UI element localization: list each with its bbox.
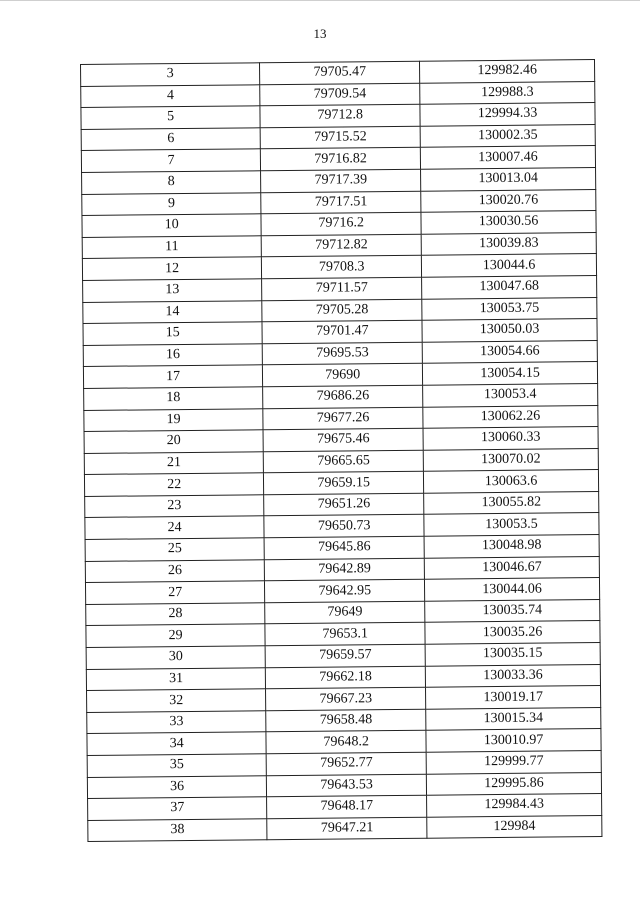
point-number-cell: 20 [84, 430, 263, 453]
x-coordinate-cell: 79686.26 [263, 385, 423, 408]
x-coordinate-cell: 79659.15 [264, 472, 424, 495]
x-coordinate-cell: 79708.3 [262, 256, 422, 279]
x-coordinate-cell: 79675.46 [263, 428, 423, 451]
point-number-cell: 22 [84, 473, 263, 496]
point-number-cell: 36 [87, 775, 266, 798]
x-coordinate-cell: 79650.73 [264, 515, 424, 538]
x-coordinate-cell: 79649 [265, 601, 425, 624]
y-coordinate-cell: 129994.33 [420, 103, 595, 126]
x-coordinate-cell: 79665.65 [264, 450, 424, 473]
y-coordinate-cell: 130013.04 [421, 168, 596, 191]
x-coordinate-cell: 79711.57 [262, 277, 422, 300]
point-number-cell: 28 [86, 603, 265, 626]
x-coordinate-cell: 79659.57 [265, 644, 425, 667]
x-coordinate-cell: 79705.47 [260, 61, 420, 84]
point-number-cell: 10 [82, 214, 261, 237]
x-coordinate-cell: 79701.47 [262, 320, 422, 343]
x-coordinate-cell: 79717.39 [261, 169, 421, 192]
point-number-cell: 16 [83, 343, 262, 366]
point-number-cell: 35 [87, 754, 266, 777]
point-number-cell: 18 [84, 387, 263, 410]
y-coordinate-cell: 130070.02 [423, 448, 598, 471]
point-number-cell: 17 [83, 365, 262, 388]
y-coordinate-cell: 130063.6 [424, 470, 599, 493]
x-coordinate-cell: 79643.53 [267, 774, 427, 797]
x-coordinate-cell: 79648.17 [267, 795, 427, 818]
x-coordinate-cell: 79642.95 [265, 579, 425, 602]
x-coordinate-cell: 79690 [263, 364, 423, 387]
point-number-cell: 26 [85, 559, 264, 582]
x-coordinate-cell: 79716.2 [261, 212, 421, 235]
x-coordinate-cell: 79652.77 [266, 752, 426, 775]
point-number-cell: 9 [82, 192, 261, 215]
y-coordinate-cell: 129982.46 [420, 60, 595, 83]
point-number-cell: 27 [85, 581, 264, 604]
point-number-cell: 32 [87, 689, 266, 712]
y-coordinate-cell: 130060.33 [423, 427, 598, 450]
point-number-cell: 13 [83, 279, 262, 302]
point-number-cell: 14 [83, 300, 262, 323]
y-coordinate-cell: 130030.56 [421, 211, 596, 234]
y-coordinate-cell: 130020.76 [421, 189, 596, 212]
x-coordinate-cell: 79717.51 [261, 191, 421, 214]
y-coordinate-cell: 130035.74 [425, 599, 600, 622]
point-number-cell: 37 [88, 797, 267, 820]
y-coordinate-cell: 130046.67 [424, 556, 599, 579]
point-number-cell: 34 [87, 732, 266, 755]
y-coordinate-cell: 130033.36 [425, 664, 600, 687]
y-coordinate-cell: 130035.15 [425, 643, 600, 666]
point-number-cell: 33 [87, 711, 266, 734]
point-number-cell: 4 [81, 84, 260, 107]
y-coordinate-cell: 130044.6 [422, 254, 597, 277]
y-coordinate-cell: 130019.17 [426, 686, 601, 709]
y-coordinate-cell: 129999.77 [426, 751, 601, 774]
y-coordinate-cell: 130053.5 [424, 513, 599, 536]
x-coordinate-cell: 79705.28 [262, 299, 422, 322]
y-coordinate-cell: 130053.75 [422, 297, 597, 320]
table-row [88, 815, 602, 842]
x-coordinate-cell: 79712.8 [260, 104, 420, 127]
y-coordinate-cell: 130007.46 [420, 146, 595, 169]
x-coordinate-cell: 79709.54 [260, 83, 420, 106]
y-coordinate-cell: 130054.15 [423, 362, 598, 385]
y-coordinate-cell: 130002.35 [420, 124, 595, 147]
y-coordinate-cell: 129984 [427, 815, 602, 838]
x-coordinate-cell: 79677.26 [263, 407, 423, 430]
y-coordinate-cell: 130015.34 [426, 707, 601, 730]
point-number-cell: 3 [81, 63, 260, 86]
point-number-cell: 25 [85, 538, 264, 561]
point-number-cell: 23 [85, 495, 264, 518]
x-coordinate-cell: 79695.53 [262, 342, 422, 365]
x-coordinate-cell: 79647.21 [267, 817, 427, 840]
point-number-cell: 19 [84, 408, 263, 431]
x-coordinate-cell: 79658.48 [266, 709, 426, 732]
point-number-cell: 11 [82, 236, 261, 259]
y-coordinate-cell: 130054.66 [422, 340, 597, 363]
point-number-cell: 30 [86, 646, 265, 669]
point-number-cell: 12 [82, 257, 261, 280]
x-coordinate-cell: 79667.23 [266, 687, 426, 710]
point-number-cell: 8 [82, 171, 261, 194]
x-coordinate-cell: 79715.52 [260, 126, 420, 149]
x-coordinate-cell: 79651.26 [264, 493, 424, 516]
y-coordinate-cell: 130053.4 [423, 383, 598, 406]
x-coordinate-cell: 79648.2 [266, 731, 426, 754]
y-coordinate-cell: 130050.03 [422, 319, 597, 342]
x-coordinate-cell: 79662.18 [266, 666, 426, 689]
y-coordinate-cell: 129988.3 [420, 81, 595, 104]
y-coordinate-cell: 130055.82 [424, 491, 599, 514]
x-coordinate-cell: 79645.86 [264, 536, 424, 559]
y-coordinate-cell: 130044.06 [425, 578, 600, 601]
point-number-cell: 38 [88, 819, 267, 842]
x-coordinate-cell: 79716.82 [261, 148, 421, 171]
point-number-cell: 31 [86, 667, 265, 690]
y-coordinate-cell: 130062.26 [423, 405, 598, 428]
y-coordinate-cell: 130035.26 [425, 621, 600, 644]
y-coordinate-cell: 130047.68 [422, 275, 597, 298]
y-coordinate-cell: 130039.83 [421, 232, 596, 255]
coordinates-table [80, 59, 602, 842]
scan-edge [0, 0, 640, 1]
page-number: 13 [313, 26, 327, 41]
x-coordinate-cell: 79653.1 [265, 623, 425, 646]
y-coordinate-cell: 129995.86 [427, 772, 602, 795]
y-coordinate-cell: 130048.98 [424, 535, 599, 558]
x-coordinate-cell: 79712.82 [261, 234, 421, 257]
table-body [81, 60, 602, 842]
point-number-cell: 6 [81, 128, 260, 151]
point-number-cell: 7 [81, 149, 260, 172]
point-number-cell: 15 [83, 322, 262, 345]
y-coordinate-cell: 129984.43 [427, 794, 602, 817]
point-number-cell: 29 [86, 624, 265, 647]
y-coordinate-cell: 130010.97 [426, 729, 601, 752]
point-number-cell: 5 [81, 106, 260, 129]
point-number-cell: 24 [85, 516, 264, 539]
point-number-cell: 21 [84, 451, 263, 474]
x-coordinate-cell: 79642.89 [265, 558, 425, 581]
